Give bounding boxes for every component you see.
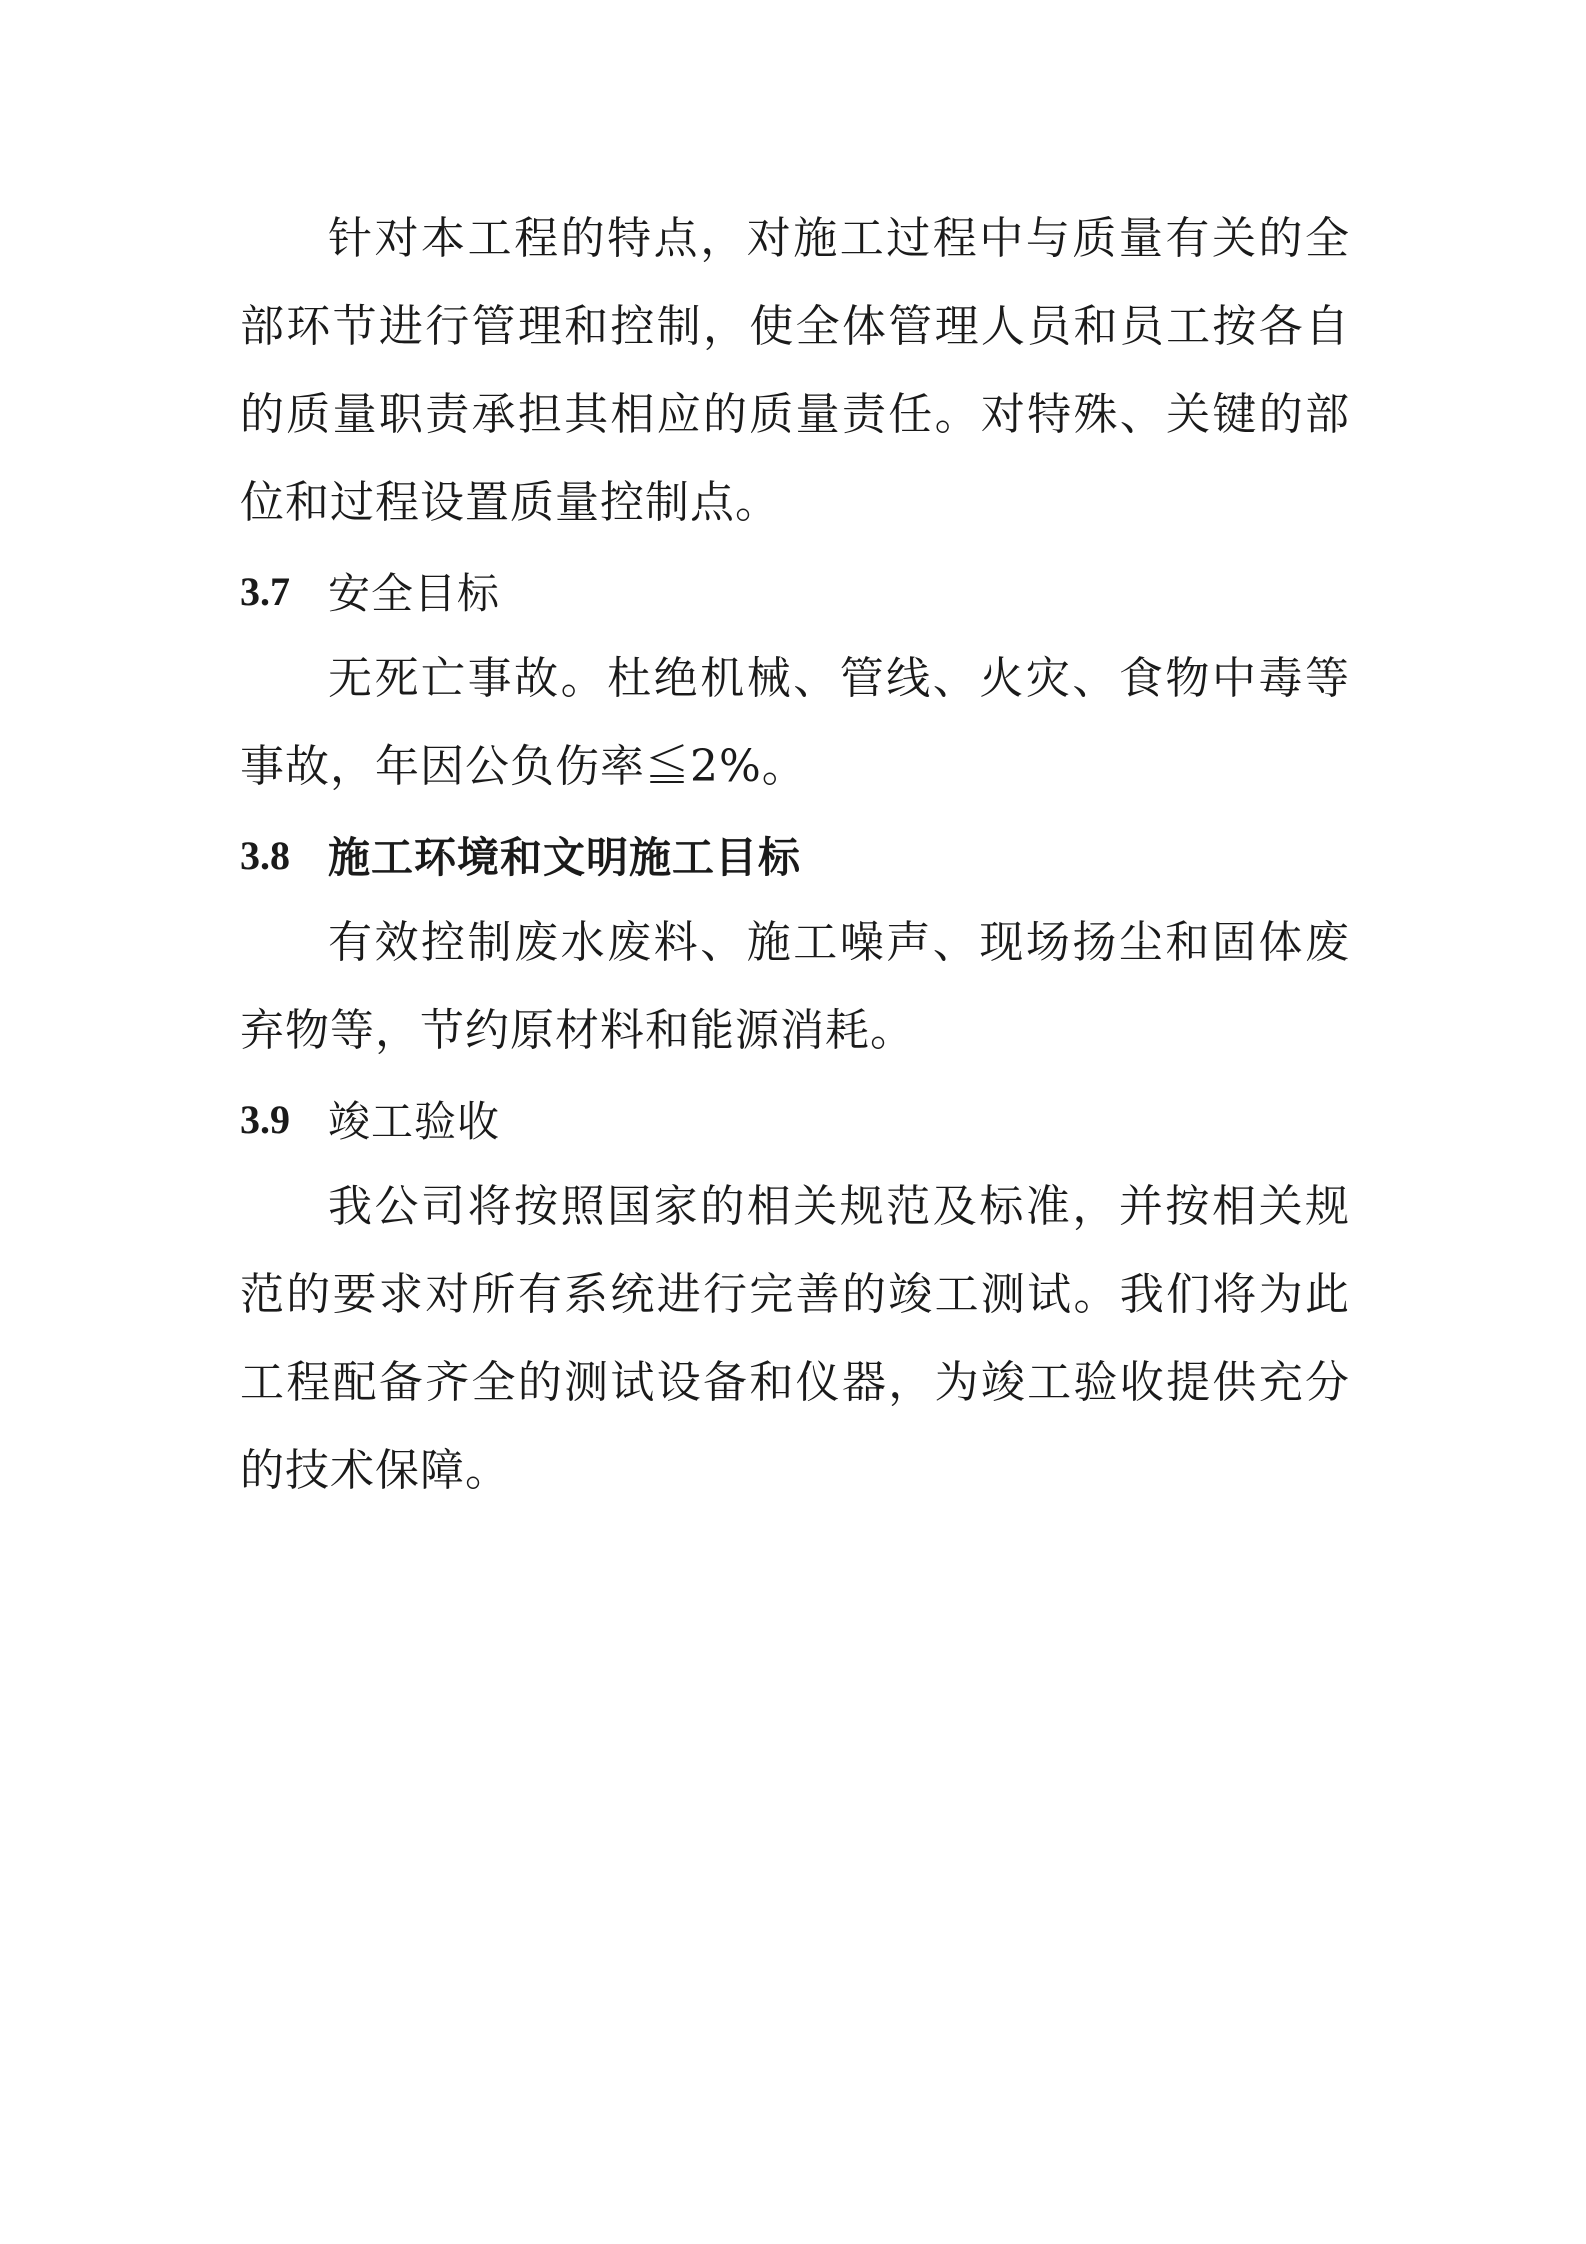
section-number: 3.8 [240,832,290,878]
paragraph-quality-control: 针对本工程的特点，对施工过程中与质量有关的全部环节进行管理和控制，使全体管理人员和员工按各自的质量职责承担其相应的质量责任。对特殊、关键的部位和过程设置质量控制点。 [240,213,1350,528]
paragraph-safety-target: 无死亡事故。杜绝机械、管线、火灾、食物中毒等事故，年因公负伤率≦2%。 [240,653,1350,792]
section-title: 安全目标 [328,569,501,618]
section-title: 施工环境和文明施工目标 [328,833,802,882]
section-title: 竣工验收 [328,1097,501,1146]
section-number: 3.9 [240,1096,290,1142]
section-heading-3-8 [240,811,1350,899]
document-body [240,195,1350,1515]
section-number: 3.7 [240,568,290,614]
paragraph-completion-acceptance: 我公司将按照国家的相关规范及标准，并按相关规范的要求对所有系统进行完善的竣工测试。我们将为此工程配备齐全的测试设备和仪器，为竣工验收提供充分的技术保障。 [240,1181,1350,1496]
section-heading-3-9 [240,1075,1350,1163]
section-heading-3-7 [240,547,1350,635]
paragraph-environment-target: 有效控制废水废料、施工噪声、现场扬尘和固体废弃物等，节约原材料和能源消耗。 [240,917,1350,1056]
